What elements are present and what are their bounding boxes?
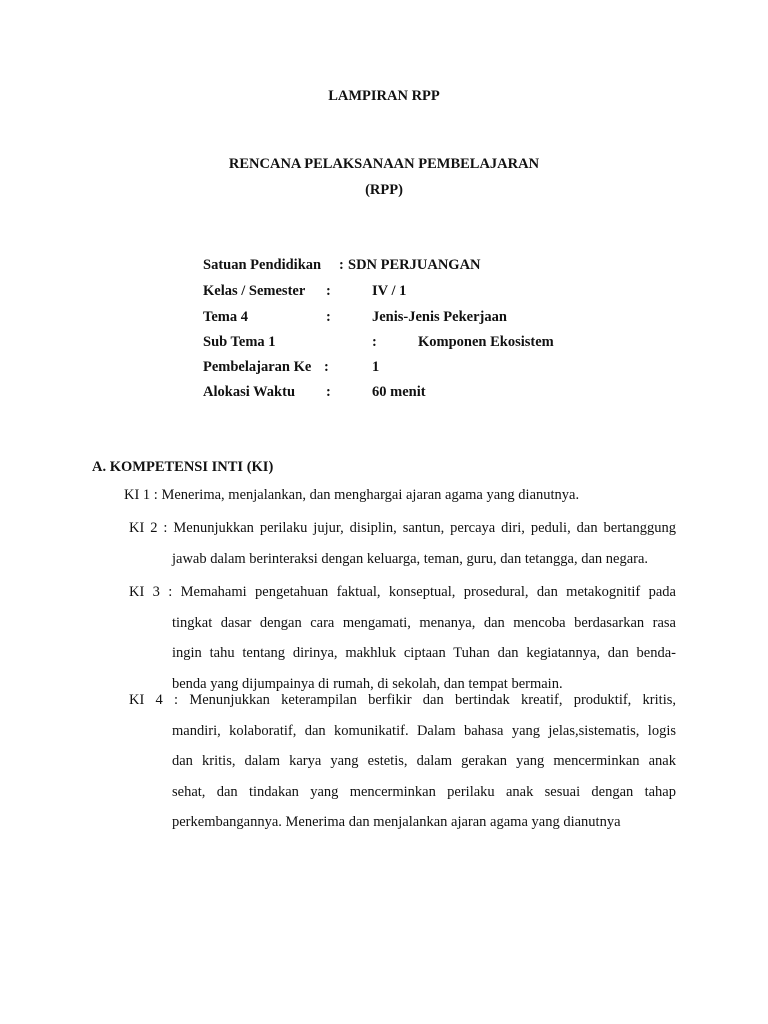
ki-item [129,513,676,574]
identity-label-class: Kelas / Semester [203,283,306,299]
identity-label-subtheme: Sub Tema 1 [203,334,276,350]
appendix-title: LAMPIRAN RPP [328,88,440,104]
ki-text-line: benda yang dijumpainya di rumah, di sekolah, dan tempat bermain. [172,675,563,692]
ki-text-line: perkembangannya. Menerima dan menjalankan ajaran agama yang dianutnya [172,814,621,830]
ki-text-line: sehat, dan tindakan yang mencerminkan perilaku anak sesuai dengan tahap [172,783,676,800]
identity-colon-subtheme: : [372,334,377,350]
ki-text-line: tingkat dasar dengan cara mengamati, menanya, dan mencoba berdasarkan rasa [172,614,676,631]
ki-text-line: KI 1 : Menerima, menjalankan, dan menghargai ajaran agama yang dianutnya. [124,487,580,503]
identity-label-lesson: Pembelajaran Ke [203,359,312,375]
identity-colon-class: : [326,283,331,299]
document-title: RENCANA PELAKSANAAN PEMBELAJARAN [228,156,540,172]
identity-value-school: SDN PERJUANGAN [348,257,481,273]
ki-item [129,685,676,838]
identity-value-theme: Jenis-Jenis Pekerjaan [372,309,507,325]
identity-value-class: IV / 1 [372,283,407,299]
section-heading-ki: A. KOMPETENSI INTI (KI) [92,459,274,475]
ki-text-line: KI 2 : Menunjukkan perilaku jujur, disiplin, santun, percaya diri, peduli, dan bertanggung [129,520,676,536]
ki-item [124,480,676,511]
ki-text-line: ingin tahu tentang dirinya, makhluk ciptaan Tuhan dan kegiatannya, dan benda- [172,645,676,661]
ki-text-line: mandiri, kolaboratif, dan komunikatif. Dalam bahasa yang jelas,sistematis, logis [172,722,676,739]
identity-colon-theme: : [326,309,331,325]
ki-text-line: KI 4 : Menunjukkan keterampilan berfikir dan bertindak kreatif, produktif, kritis, [129,692,676,708]
identity-colon-lesson: : [324,359,329,375]
identity-value-subtheme: Komponen Ekosistem [418,334,554,350]
identity-label-school: Satuan Pendidikan [203,257,322,273]
ki-item [129,577,676,699]
document-subtitle: (RPP) [365,182,403,198]
identity-value-lesson: 1 [372,359,380,375]
ki-text-line: jawab dalam berinteraksi dengan keluarga, teman, guru, dan tetangga, dan negara. [172,550,649,567]
identity-value-time: 60 menit [372,384,426,400]
identity-label-time: Alokasi Waktu [203,384,296,400]
ki-text-line: KI 3 : Memahami pengetahuan faktual, konseptual, prosedural, dan metakognitif pada [129,584,676,600]
identity-label-theme: Tema 4 [203,309,248,325]
ki-text-line: dan kritis, dalam karya yang estetis, dalam gerakan yang mencerminkan anak [172,753,676,769]
identity-colon-school: : [339,257,344,273]
identity-colon-time: : [326,384,331,400]
